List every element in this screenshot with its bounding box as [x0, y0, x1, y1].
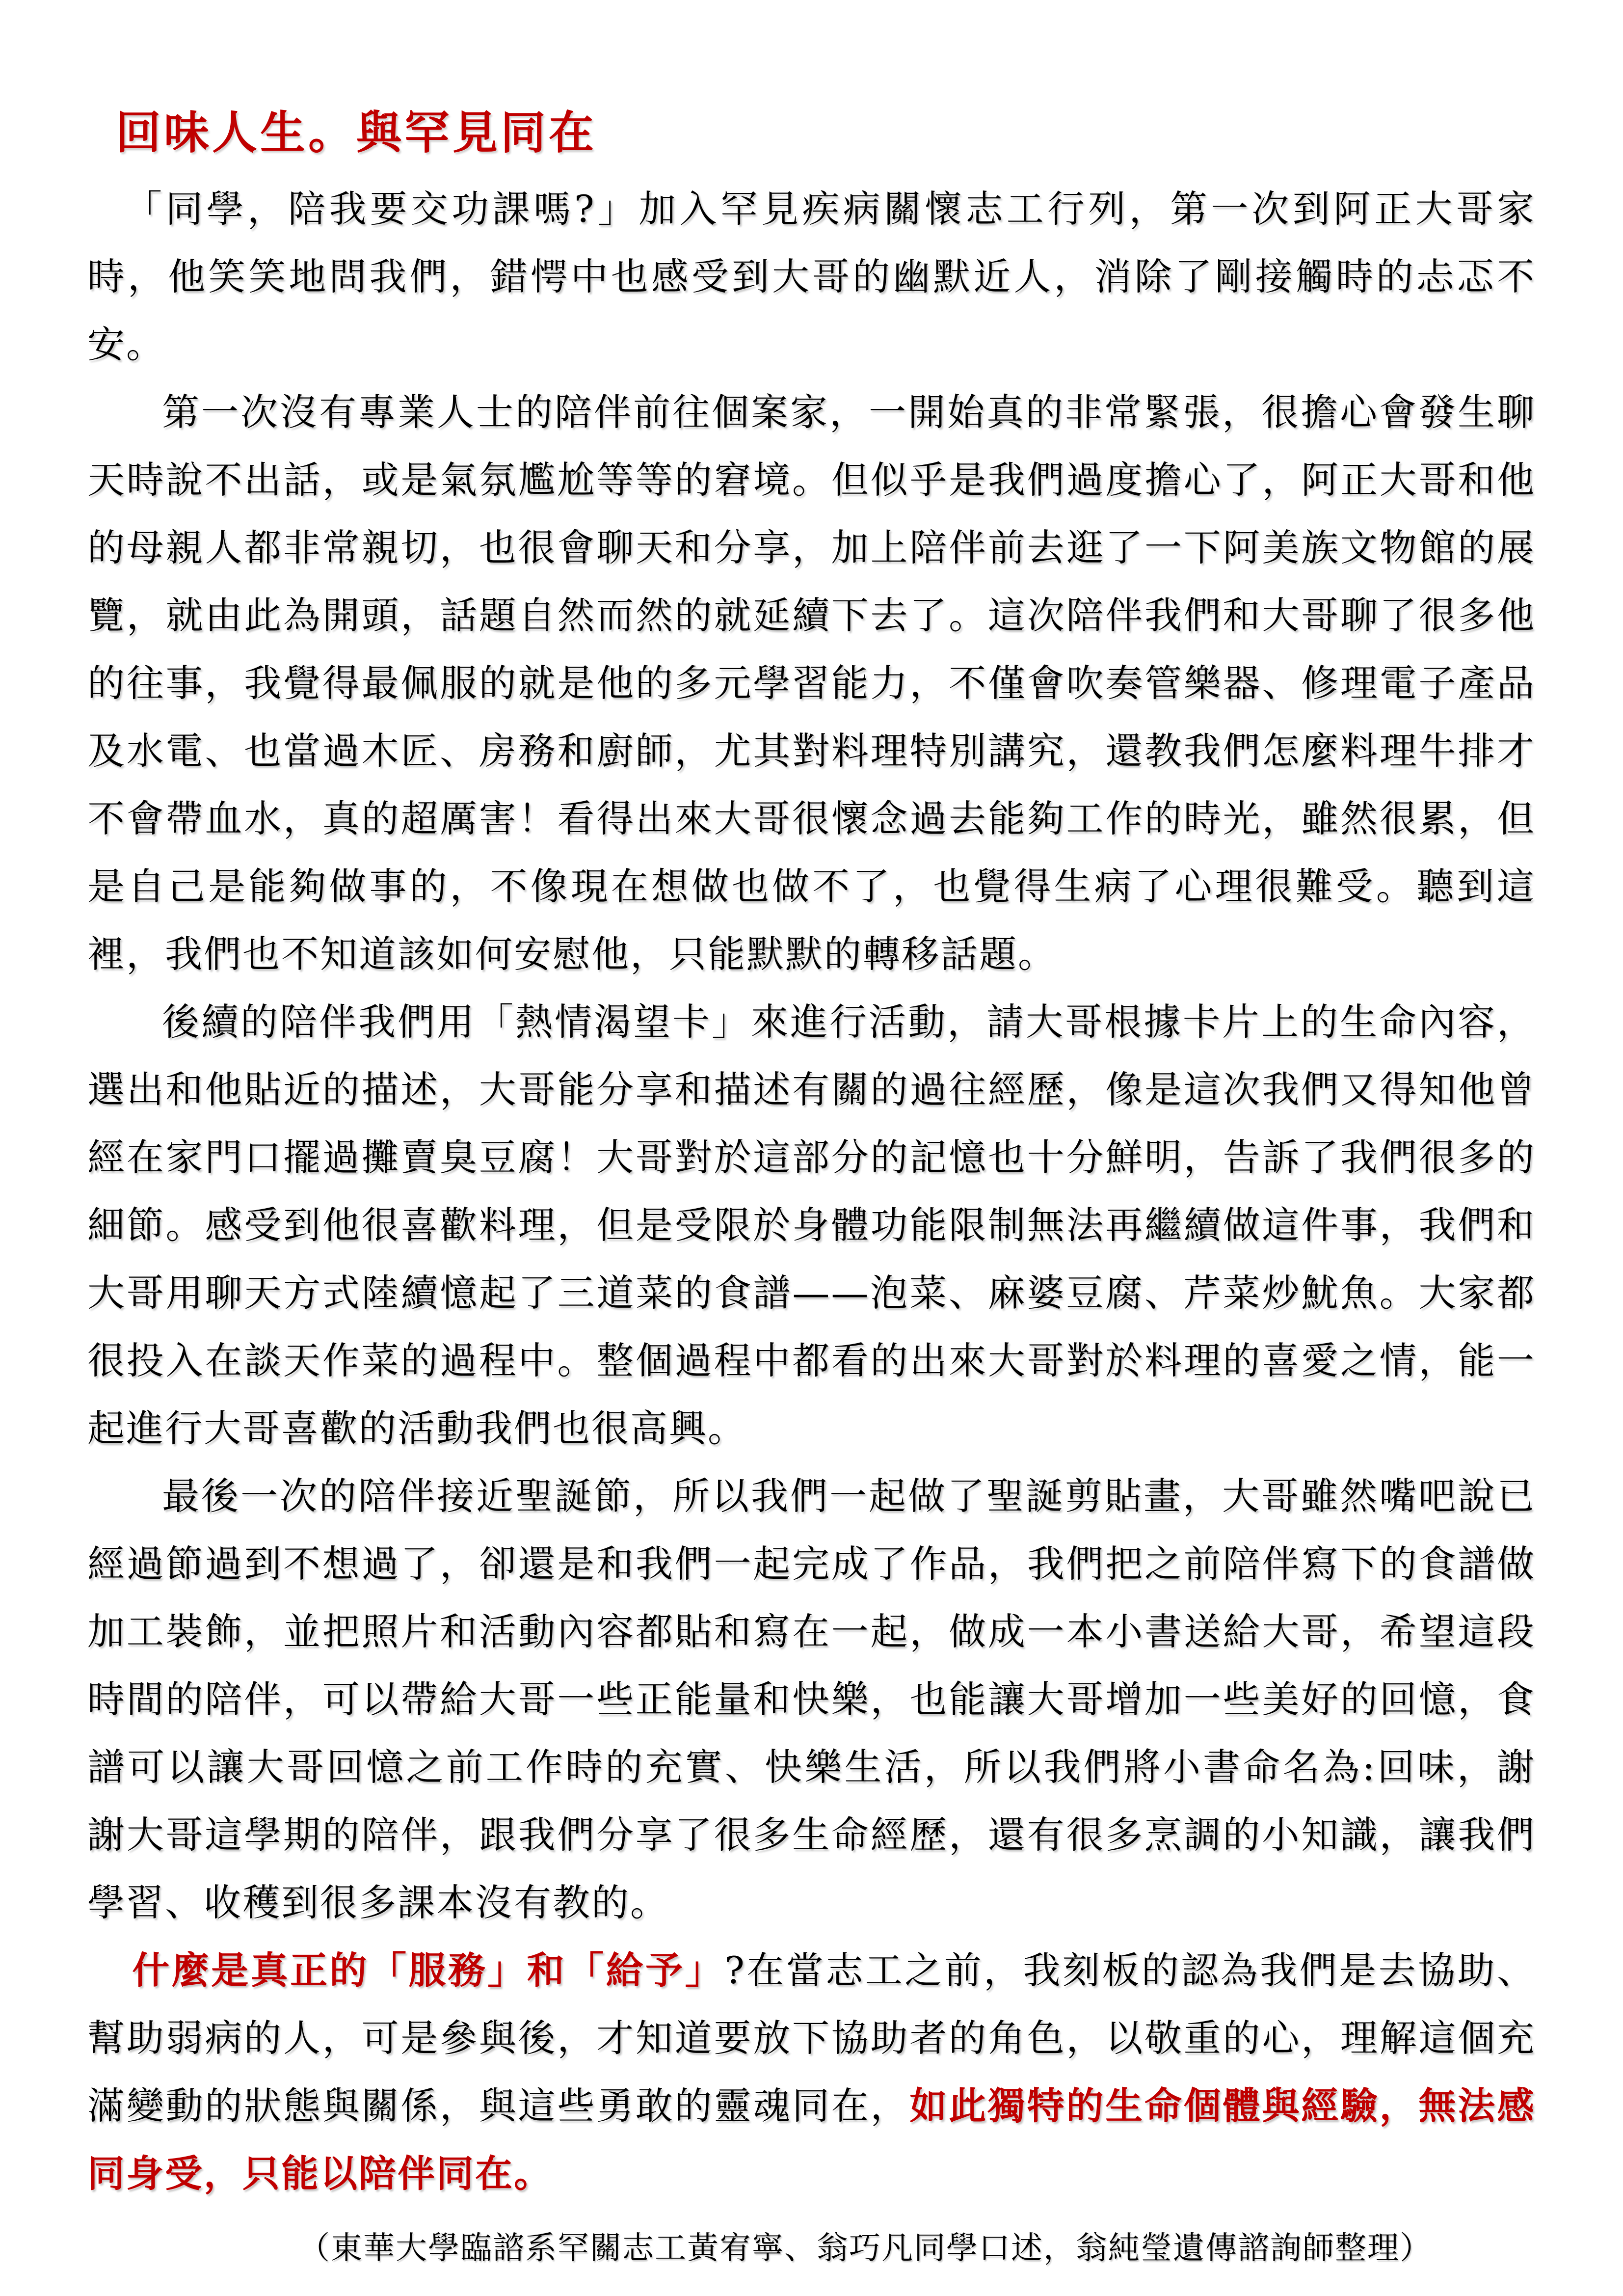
paragraph-christmas-book: 最後一次的陪伴接近聖誕節，所以我們一起做了聖誕剪貼畫，大哥雖然嘴吧說已經過節過到不想過了，卻還是和我們一起完成了作品，我們把之前陪伴寫下的食譜做加工裝飾，並把照片和活動內容都貼和寫在一起，做成一本小書送給大哥，希望這段時間的陪伴，可以帶給大哥一些正能量和快樂，也能讓大哥增加一些美好的回憶，食譜可以讓大哥回憶之前工作時的充實、快樂生活，所以我們將小書命名為:回味，謝謝大哥這學期的陪伴，跟我們分享了很多生命經歷，還有很多烹調的小知識，讓我們學習、收穫到很多課本沒有教的。	[87, 1474, 1536, 1924]
paragraph-opening-quote: 「同學，陪我要交功課嗎?」加入罕見疾病關懷志工行列，第一次到阿正大哥家時，他笑笑地問我們，錯愕中也感受到大哥的幽默近人，消除了剛接觸時的忐忑不安。	[87, 187, 1536, 366]
paragraph-passion-card-activity: 後續的陪伴我們用「熱情渴望卡」來進行活動，請大哥根據卡片上的生命內容，選出和他貼近的描述，大哥能分享和描述有關的過往經歷，像是這次我們又得知他曾經在家門口擺過攤賣臭豆腐！大哥對於這部分的記憶也十分鮮明，告訴了我們很多的細節。感受到他很喜歡料理，但是受限於身體功能限制無法再繼續做這件事，我們和大哥用聊天方式陸續憶起了三道菜的食譜——泡菜、麻婆豆腐、芹菜炒魷魚。大家都很投入在談天作菜的過程中。整個過程中都看的出來大哥對於料理的喜愛之情，能一起進行大哥喜歡的活動我們也很高興。	[87, 1000, 1536, 1450]
page-title: 回味人生。與罕見同在	[116, 106, 597, 159]
service-giving-highlight: 什麼是真正的「服務」和「給予」	[132, 1948, 725, 1992]
closing-highlight: 如此獨特的生命個體與經驗，無法感同身受，只能以陪伴同在。	[87, 2084, 1536, 2195]
paragraph-first-visit: 第一次沒有專業人士的陪伴前往個案家，一開始真的非常緊張，很擔心會發生聊天時說不出話，或是氣氛尷尬等等的窘境。但似乎是我們過度擔心了，阿正大哥和他的母親人都非常親切，也很會聊天和分享，加上陪伴前去逛了一下阿美族文物館的展覽，就由此為開頭，話題自然而然的就延續下去了。這次陪伴我們和大哥聊了很多他的往事，我覺得最佩服的就是他的多元學習能力，不僅會吹奏管樂器、修理電子產品及水電、也當過木匠、房務和廚師，尤其對料理特別講究，還教我們怎麼料理牛排才不會帶血水，真的超厲害！看得出來大哥很懷念過去能夠工作的時光，雖然很累，但是自己是能夠做事的，不像現在想做也做不了，也覺得生病了心理很難受。聽到這裡，我們也不知道該如何安慰他，只能默默的轉移話題。	[87, 390, 1536, 976]
attribution-line: （東華大學臨諮系罕關志工黃宥寧、翁巧凡同學口述，翁純瑩遺傳諮詢師整理）	[298, 2230, 1432, 2267]
paragraph-reflection	[87, 1937, 1536, 2208]
reflection-body-text: ?在當志工之前，我刻板的認為我們是去協助、幫助弱病的人，可是參與後，才知道要放下協助者的角色，以敬重的心，理解這個充滿變動的狀態與關係，與這些勇敢的靈魂同在，	[87, 1948, 1536, 2128]
